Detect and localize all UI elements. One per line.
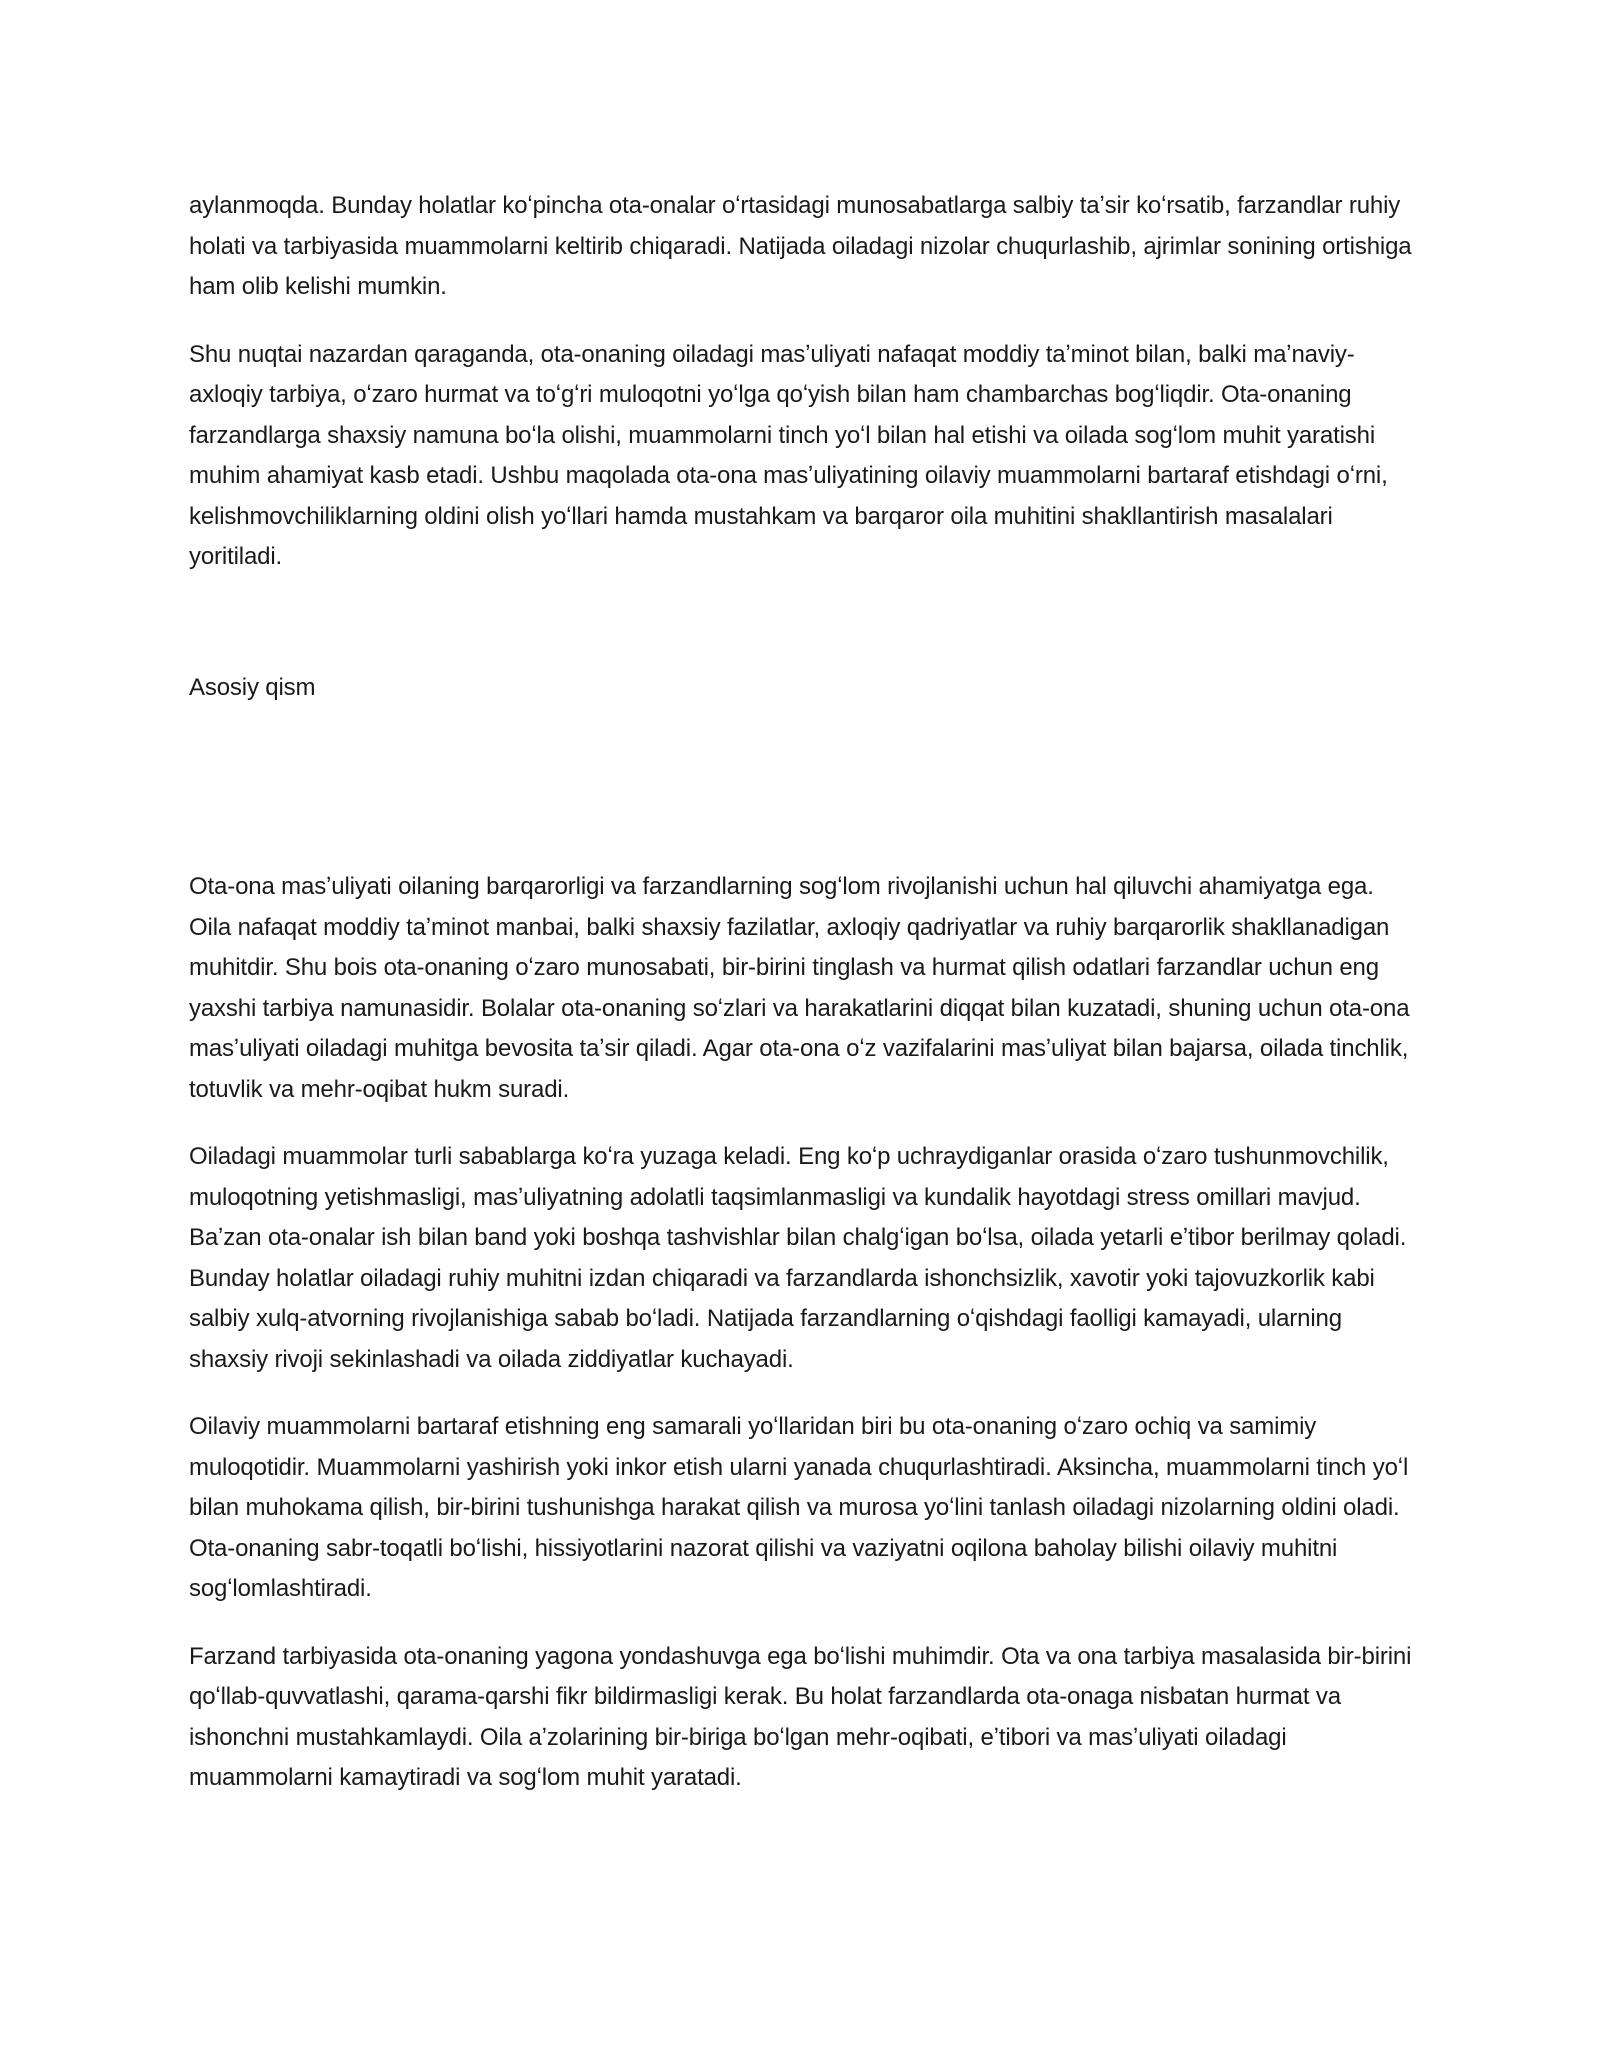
intro-paragraph-2: Shu nuqtai nazardan qaraganda, ota-onaning oiladagi masʼuliyati nafaqat moddiy taʼminot bilan, balki maʼnaviy-axloqiy tarbiya, oʻzaro hurmat va toʻgʻri muloqotni yoʻlga qoʻyish bilan ham chambarchas bogʻliqdir. Ota-onaning farzandlarga shaxsiy namuna boʻla olishi, muammolarni tinch yoʻl bilan hal etishi va oilada sogʻlom muhit yaratishi muhim ahamiyat kasb etadi. Ushbu maqolada ota-ona masʼuliyatining oilaviy muammolarni bartaraf etishdagi oʻrni, kelishmovchiliklarning oldini olish yoʻllari hamda mustahkam va barqaror oila muhitini shakllantirish masalalari yoritiladi. [189, 340, 1388, 570]
main-section [189, 867, 1419, 1799]
main-paragraph-4: Farzand tarbiyasida ota-onaning yagona yondashuvga ega boʻlishi muhimdir. Ota va ona tarbiya masalasida bir-birini qoʻllab-quvvatlashi, qarama-qarshi fikr bildirmasligi kerak. Bu holat farzandlarda ota-onaga nisbatan hurmat va ishonchni mustahkamlaydi. Oila aʼzolarining bir-biriga boʻlgan mehr-oqibati, eʼtibori va masʼuliyati oiladagi muammolarni kamaytiradi va sogʻlom muhit yaratadi. [189, 1642, 1412, 1791]
intro-paragraph-1: aylanmoqda. Bunday holatlar koʻpincha ota-onalar oʻrtasidagi munosabatlarga salbiy taʼsir koʻrsatib, farzandlar ruhiy holati va tarbiyasida muammolarni keltirib chiqaradi. Natijada oiladagi nizolar chuqurlashib, ajrimlar sonining ortishiga ham olib kelishi mumkin. [189, 192, 1412, 300]
section-heading: Asosiy qism [189, 674, 316, 701]
main-paragraph-2: Oiladagi muammolar turli sabablarga koʻra yuzaga keladi. Eng koʻp uchraydiganlar orasida oʻzaro tushunmovchilik, muloqotning yetishmasligi, masʼuliyatning adolatli taqsimlanmasligi va kundalik hayotdagi stress omillari mavjud. Baʼzan ota-onalar ish bilan band yoki boshqa tashvishlar bilan chalgʻigan boʻlsa, oilada yetarli eʼtibor berilmay qoladi. Bunday holatlar oiladagi ruhiy muhitni izdan chiqaradi va farzandlarda ishonchsizlik, xavotir yoki tajovuzkorlik kabi salbiy xulq-atvorning rivojlanishiga sabab boʻladi. Natijada farzandlarning oʻqishdagi faolligi kamayadi, ularning shaxsiy rivoji sekinlashadi va oilada ziddiyatlar kuchayadi. [189, 1143, 1407, 1373]
intro-section [189, 186, 1419, 578]
main-paragraph-1: Ota-ona masʼuliyati oilaning barqarorligi va farzandlarning sogʻlom rivojlanishi uchun hal qiluvchi ahamiyatga ega. Oila nafaqat moddiy taʼminot manbai, balki shaxsiy fazilatlar, axloqiy qadriyatlar va ruhiy barqarorlik shakllanadigan muhitdir. Shu bois ota-onaning oʻzaro munosabati, bir-birini tinglash va hurmat qilish odatlari farzandlar uchun eng yaxshi tarbiya namunasidir. Bolalar ota-onaning soʻzlari va harakatlarini diqqat bilan kuzatadi, shuning uchun ota-ona masʼuliyati oiladagi muhitga bevosita taʼsir qiladi. Agar ota-ona oʻz vazifalarini masʼuliyat bilan bajarsa, oilada tinchlik, totuvlik va mehr-oqibat hukm suradi. [189, 873, 1410, 1103]
main-paragraph-3: Oilaviy muammolarni bartaraf etishning eng samarali yoʻllaridan biri bu ota-onaning oʻzaro ochiq va samimiy muloqotidir. Muammolarni yashirish yoki inkor etish ularni yanada chuqurlashtiradi. Aksincha, muammolarni tinch yoʻl bilan muhokama qilish, bir-birini tushunishga harakat qilish va murosa yoʻlini tanlash oiladagi nizolarning oldini oladi. Ota-onaning sabr-toqatli boʻlishi, hissiyotlarini nazorat qilishi va vaziyatni oqilona baholay bilishi oilaviy muhitni sogʻlomlashtiradi. [189, 1413, 1409, 1602]
